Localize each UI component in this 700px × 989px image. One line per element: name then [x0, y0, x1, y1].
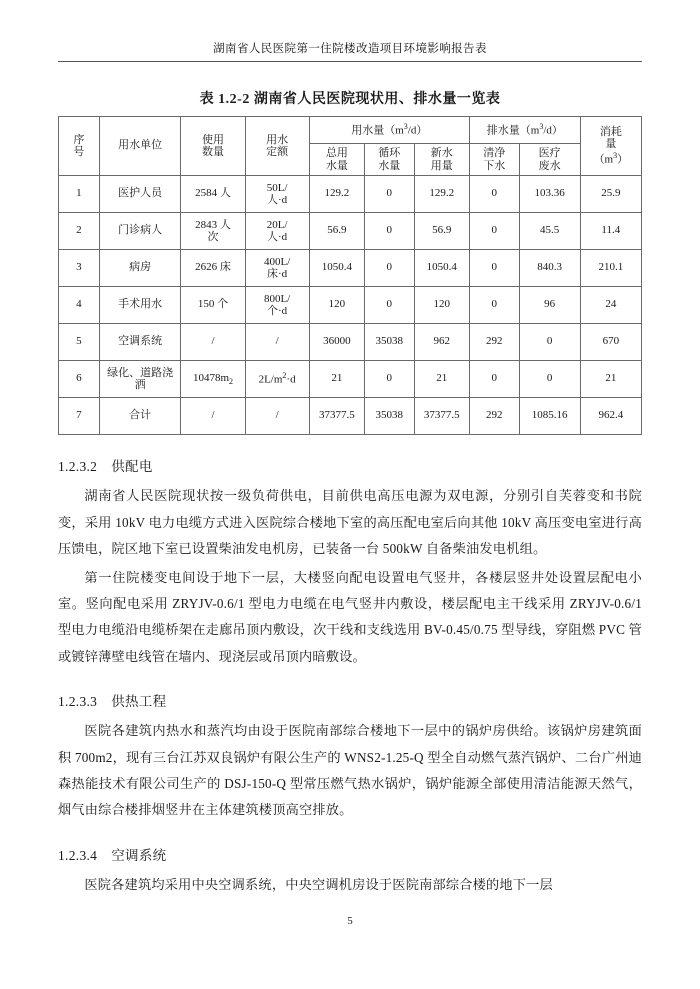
- page-number: 5: [347, 915, 353, 927]
- cell-unit: 合计: [99, 398, 181, 435]
- cell-quota: 400L/ 床·d: [245, 250, 309, 287]
- cell-medical-waste: 0: [519, 324, 580, 361]
- cell-unit: 医护人员: [99, 176, 181, 213]
- cell-circ-water: 35038: [365, 398, 415, 435]
- cell-no: 6: [59, 361, 100, 398]
- cell-consume: 24: [580, 287, 641, 324]
- cell-circ-water: 0: [365, 213, 415, 250]
- paragraph: 第一住院楼变电间设于地下一层，大楼竖向配电设置电气竖井，各楼层竖井处设置层配电小室。竖向配电采用 ZRYJV-0.6/1 型电力电缆在电气竖井内敷设，楼层配电主干线采用 ZRYJV-0.6/1 型电力电缆沿电缆桥架在走廊吊顶内敷设，次干线和支线选用 BV-0.45/0.75 型导线，穿阻燃 PVC 管或镀锌薄壁电线管在墙内、现浇层或吊顶内暗敷设。: [58, 569, 642, 664]
- cell-consume: 25.9: [580, 176, 641, 213]
- cell-circ-water: 0: [365, 176, 415, 213]
- cell-circ-water: 0: [365, 250, 415, 287]
- cell-fresh-water: 962: [414, 324, 469, 361]
- section-heading-1232: 1.2.3.2 供配电: [58, 459, 153, 475]
- th-no: 序 号: [59, 117, 100, 176]
- th-quota: 用水 定额: [245, 117, 309, 176]
- paragraph: 医院各建筑内热水和蒸汽均由设于医院南部综合楼地下一层中的锅炉房供给。该锅炉房建筑面积 700m2，现有三台江苏双良锅炉有限公生产的 WNS2-1.25-Q 型全自动燃气蒸汽锅炉、二台广州迪森热能技术有限公司生产的 DSJ-150-Q 型常压燃气热水锅炉，锅炉能源全部使用清洁能源天然气，烟气由综合楼排烟竖井在主体建筑楼顶高空排放。: [58, 723, 642, 818]
- table-header-row-1: [59, 117, 642, 144]
- cell-fresh-water: 1050.4: [414, 250, 469, 287]
- cell-unit: 空调系统: [99, 324, 181, 361]
- table-row: [59, 324, 642, 361]
- cell-total-water: 37377.5: [309, 398, 364, 435]
- cell-consume: 11.4: [580, 213, 641, 250]
- cell-total-water: 36000: [309, 324, 364, 361]
- cell-fresh-water: 21: [414, 361, 469, 398]
- th-group-water-drain: 排水量$(m^3/d)$: [469, 117, 580, 144]
- cell-consume: 962.4: [580, 398, 641, 435]
- cell-total-water: 21: [309, 361, 364, 398]
- paragraph: 湖南省人民医院现状按一级负荷供电，目前供电高压电源为双电源，分别引自芙蓉变和书院变，采用 10kV 电力电缆方式进入医院综合楼地下室的高压配电室后向其他 10kV 高压变电室进行高压馈电，院区地下室已设置柴油发电机房，已装备一台 500kW 自备柴油发电机组。: [58, 488, 642, 557]
- page-header: 湖南省人民医院第一住院楼改造项目环境影响报告表: [58, 40, 642, 62]
- table-title: 表 1.2-2 湖南省人民医院现状用、排水量一览表: [199, 92, 501, 107]
- cell-clean-drain: 0: [469, 287, 519, 324]
- cell-no: 1: [59, 176, 100, 213]
- cell-unit: 病房: [99, 250, 181, 287]
- th-qty: 使用 数量: [181, 117, 245, 176]
- cell-quota: /: [245, 398, 309, 435]
- th-group-water-use: 用水量$(m^3/d)$: [309, 117, 469, 144]
- cell-fresh-water: 37377.5: [414, 398, 469, 435]
- cell-medical-waste: 96: [519, 287, 580, 324]
- cell-circ-water: 35038: [365, 324, 415, 361]
- cell-medical-waste: 103.36: [519, 176, 580, 213]
- cell-medical-waste: 840.3: [519, 250, 580, 287]
- cell-no: 7: [59, 398, 100, 435]
- cell-no: 2: [59, 213, 100, 250]
- th-total-water: 总用 水量: [309, 144, 364, 176]
- cell-clean-drain: 0: [469, 176, 519, 213]
- cell-unit: 门诊病人: [99, 213, 181, 250]
- cell-unit: 绿化、道路浇 洒: [99, 361, 181, 398]
- cell-medical-waste: 1085.16: [519, 398, 580, 435]
- cell-circ-water: 0: [365, 361, 415, 398]
- table-row: [59, 361, 642, 398]
- table-section: [58, 88, 642, 435]
- cell-medical-waste: 0: [519, 361, 580, 398]
- cell-quota: $2L/m^2\cdot d$: [245, 361, 309, 398]
- cell-total-water: 56.9: [309, 213, 364, 250]
- cell-total-water: 1050.4: [309, 250, 364, 287]
- table-row: [59, 398, 642, 435]
- table-row: [59, 287, 642, 324]
- cell-quota: 20L/ 人·d: [245, 213, 309, 250]
- cell-fresh-water: 129.2: [414, 176, 469, 213]
- cell-clean-drain: 0: [469, 213, 519, 250]
- th-circ-water: 循环 水量: [365, 144, 415, 176]
- cell-consume: 670: [580, 324, 641, 361]
- table-row: [59, 176, 642, 213]
- cell-quota: 50L/ 人·d: [245, 176, 309, 213]
- cell-total-water: 120: [309, 287, 364, 324]
- cell-clean-drain: 0: [469, 361, 519, 398]
- cell-qty: 2584 人: [181, 176, 245, 213]
- cell-clean-drain: 292: [469, 324, 519, 361]
- th-consume: 消耗 量 $(m^3)$: [580, 117, 641, 176]
- cell-unit: 手术用水: [99, 287, 181, 324]
- water-usage-table: [58, 116, 642, 435]
- cell-qty: 2843 人 次: [181, 213, 245, 250]
- section-heading-1233: 1.2.3.3 供热工程: [58, 694, 167, 710]
- cell-qty: /: [181, 324, 245, 361]
- th-unit: 用水单位: [99, 117, 181, 176]
- cell-consume: 210.1: [580, 250, 641, 287]
- cell-no: 5: [59, 324, 100, 361]
- th-fresh-water: 新水 用量: [414, 144, 469, 176]
- th-clean-drain: 清净 下水: [469, 144, 519, 176]
- cell-no: 3: [59, 250, 100, 287]
- cell-qty: $10478m_2$: [181, 361, 245, 398]
- cell-qty: 150 个: [181, 287, 245, 324]
- cell-qty: 2626 床: [181, 250, 245, 287]
- cell-fresh-water: 120: [414, 287, 469, 324]
- table-row: [59, 213, 642, 250]
- cell-no: 4: [59, 287, 100, 324]
- cell-consume: 21: [580, 361, 641, 398]
- cell-quota: /: [245, 324, 309, 361]
- cell-total-water: 129.2: [309, 176, 364, 213]
- cell-fresh-water: 56.9: [414, 213, 469, 250]
- cell-clean-drain: 0: [469, 250, 519, 287]
- cell-circ-water: 0: [365, 287, 415, 324]
- cell-clean-drain: 292: [469, 398, 519, 435]
- cell-medical-waste: 45.5: [519, 213, 580, 250]
- th-medical-waste: 医疗 废水: [519, 144, 580, 176]
- cell-quota: 800L/ 个·d: [245, 287, 309, 324]
- section-heading-1234: 1.2.3.4 空调系统: [58, 847, 167, 863]
- paragraph: 医院各建筑均采用中央空调系统，中央空调机房设于医院南部综合楼的地下一层: [84, 876, 553, 892]
- cell-qty: /: [181, 398, 245, 435]
- table-row: [59, 250, 642, 287]
